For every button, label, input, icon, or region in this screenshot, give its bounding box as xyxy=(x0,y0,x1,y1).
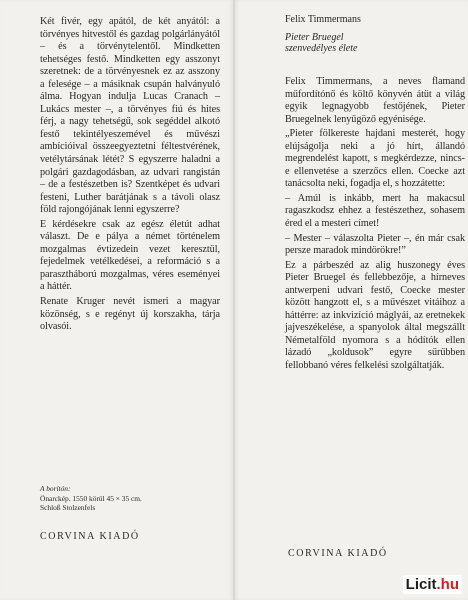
left-paragraph-1: Két fivér, egy apától, de két anyától: a törvényes hitvestől és gazdag polgárlányától – és a törvénytelentől. Mindketten tehetséges festő. Mindketten egy asszonyt szeretnek: de a törvényesnek ez az asszony a felesége – a másiknak csupán halványuló álma. Hogyan indulja Lucas Cranach – Lukács mester –, a törvényes fiú és hites férj, a nagy tehetségű, sok segéddel alkotó festő tekintélyeszemével és művészi ambícióival összeegyeztetni féltestvérének, vetélytársának létét? S egyszerre haladni a polgári gazdagodásban, az udvari rangistán – de a festészetben is? Szentképet és udvari festeni, Luther barátjának s a távoli olasz föld rajongójának lenni egyszerre? xyxy=(40,16,220,216)
watermark-accent-text: .hu xyxy=(436,576,459,593)
book-title-line-1: Pieter Bruegel xyxy=(285,32,344,43)
cover-imprint xyxy=(40,484,230,513)
left-paragraph-3: Renate Kruger nevét ismeri a magyar közönség, s e regényt új korszakha, tárja olvasói. xyxy=(40,296,220,333)
right-paragraph-5: Ez a párbeszéd az alig huszonegy éves Pieter Bruegel és fellebbezője, a hírneves antwerpeni udvari festő, Coecke mester között hangzott el, s a művészet vitáihoz a háttérre: az inkvizíció máglyái, az eretnekek jajveszékelése, a spanyolok által megszállt Németalföld nyomora s a hódítók ellen lázadó „koldusok” egyre sűrűbben fellobbanó véres felkelési szolgáltatják. xyxy=(285,259,465,372)
site-watermark xyxy=(403,575,462,594)
left-blurb xyxy=(40,16,220,334)
watermark-main-text: Licit xyxy=(405,576,437,593)
right-blurb xyxy=(285,14,465,373)
right-paragraph-1: Felix Timmermans, a neves flamand műfordítónő és költő könyvén átüt a világ egyik legnagyobb festőjének, Pieter Bruegelnek lenyűgöző egyénisége. xyxy=(285,76,465,125)
publisher-right: CORVINA KIADÓ xyxy=(288,548,388,559)
left-paragraph-2: E kérdésekre csak az egész életút adhat választ. De e pálya a német történelem mozgalmas évtizedein vezet keresztül, fejedelmek vetélkedései, a reformáció s a parasztháború mozgalmas, véres eseményei a háttér. xyxy=(40,218,220,293)
publisher-left: CORVINA KIADÓ xyxy=(40,531,140,542)
right-paragraph-3: – Amúl is inkább, mert ha makacsul ragaszkodsz ehhez a festészethez, sohasem éred el a mesteri címet! xyxy=(285,192,465,230)
right-paragraph-2: „Pieter fölkereste hajdani mesterét, hogy elújságolja neki a jó hírt, állandó megrendelést kapott, s megkérdezze, nincs-e ellenvetése a szerzőcs ellen. Coecke azt tanácsolta neki, fogadja el, s hozzátette: xyxy=(285,128,465,190)
book-title-line-2: szenvedélyes élete xyxy=(285,43,358,54)
imprint-line-2: Schloß Stolzenfels xyxy=(40,503,96,513)
book-title xyxy=(285,32,465,54)
book-author: Felix Timmermans xyxy=(285,14,361,25)
right-paragraph-4: – Mester – válaszolta Pieter –, én már csak persze maradok mindörökre!” xyxy=(285,232,465,257)
imprint-line-1: Önarckép. 1550 körül 45 × 35 cm. xyxy=(40,493,142,503)
imprint-label: A borítón: xyxy=(40,484,71,493)
